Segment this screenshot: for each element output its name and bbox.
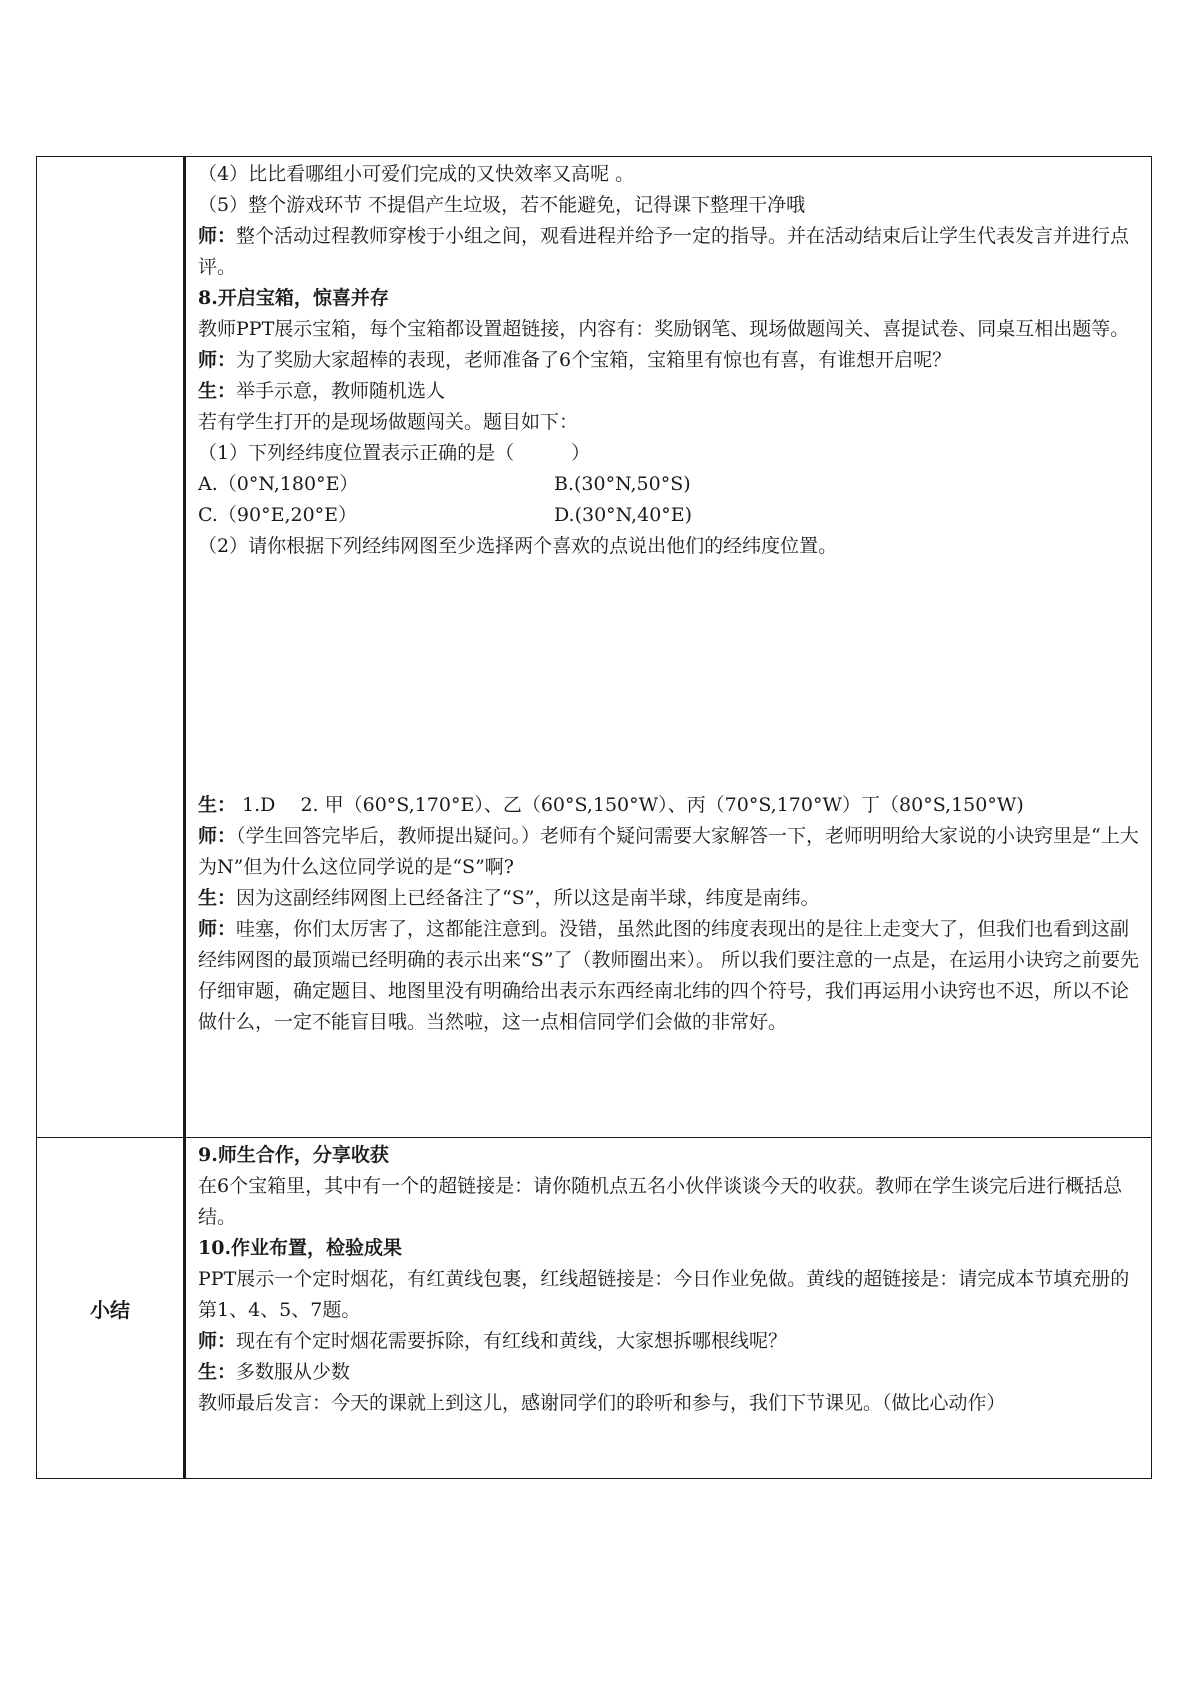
teacher-paragraph xyxy=(198,1326,1143,1357)
speech-text: 整个活动过程教师穿梭于小组之间，观看进程并给予一定的指导。并在活动结束后让学生代表发言并进行点评。 xyxy=(198,225,1130,278)
student-paragraph xyxy=(198,790,1143,821)
speaker-label: 师： xyxy=(198,349,237,371)
teacher-paragraph xyxy=(198,221,1143,283)
section-heading: 8.开启宝箱，惊喜并存 xyxy=(198,287,389,309)
section-heading: 10.作业布置，检验成果 xyxy=(198,1237,403,1259)
row-label: 小结 xyxy=(90,1297,130,1322)
speaker-label: 师： xyxy=(198,1330,237,1352)
speech-text: 现在有个定时烟花需要拆除，有红线和黄线，大家想拆哪根线呢？ xyxy=(236,1330,788,1352)
row-label-cell xyxy=(37,1138,185,1479)
options-row xyxy=(198,500,1143,531)
table-row xyxy=(37,157,1152,1138)
option-d: D.(30°N,40°E) xyxy=(554,504,693,526)
teacher-paragraph xyxy=(198,821,1143,883)
speaker-label: 生： xyxy=(198,1361,237,1383)
speaker-label: 师： xyxy=(198,225,237,247)
paragraph: 教师最后发言：今天的课就上到这儿，感谢同学们的聆听和参与，我们下节课见。（做比心动作） xyxy=(198,1392,1006,1414)
row-label-cell xyxy=(37,157,185,1138)
step-line: （5）整个游戏环节 不提倡产生垃圾，若不能避免，记得课下整理干净哦 xyxy=(198,194,806,216)
speech-text: 因为这副经纬网图上已经备注了“S”，所以这是南半球，纬度是南纬。 xyxy=(236,887,820,909)
option-c: C.（90°E,20°E） xyxy=(198,504,358,526)
table-row xyxy=(37,1138,1152,1479)
option-a: A.（0°N,180°E） xyxy=(198,473,359,495)
option-b: B.(30°N,50°S) xyxy=(554,473,691,495)
options-row xyxy=(198,469,1143,500)
teacher-paragraph xyxy=(198,914,1143,1038)
speech-text: 1.D 2. 甲（60°S,170°E）、乙（60°S,150°W）、丙（70°S,170°W）丁（80°S,150°W) xyxy=(236,794,1024,816)
content-cell xyxy=(185,1138,1152,1479)
lesson-plan-table xyxy=(36,156,1152,1479)
section-heading: 9.师生合作，分享收获 xyxy=(198,1144,389,1166)
question: （1）下列经纬度位置表示正确的是（ ） xyxy=(198,442,591,464)
content-cell xyxy=(185,157,1152,1138)
paragraph: 教师PPT展示宝箱，每个宝箱都设置超链接，内容有：奖励钢笔、现场做题闯关、喜提试卷、同桌互相出题等。 xyxy=(198,318,1130,340)
paragraph: 若有学生打开的是现场做题闯关。题目如下： xyxy=(198,411,579,433)
student-paragraph xyxy=(198,883,1143,914)
paragraph: PPT展示一个定时烟花，有红黄线包裹，红线超链接是：今日作业免做。黄线的超链接是：请完成本节填充册的第1、4、5、7题。 xyxy=(198,1268,1130,1321)
student-paragraph xyxy=(198,1357,1143,1388)
student-paragraph xyxy=(198,376,1143,407)
speaker-label: 生： xyxy=(198,794,237,816)
speech-text: 举手示意，教师随机选人 xyxy=(236,380,446,402)
question: （2）请你根据下列经纬网图至少选择两个喜欢的点说出他们的经纬度位置。 xyxy=(198,535,838,557)
speaker-label: 师： xyxy=(198,918,237,940)
speaker-label: 生： xyxy=(198,887,237,909)
paragraph: 在6个宝箱里，其中有一个的超链接是：请你随机点五名小伙伴谈谈今天的收获。教师在学生谈完后进行概括总结。 xyxy=(198,1175,1123,1228)
speaker-label: 师： xyxy=(198,825,237,847)
row-label xyxy=(37,157,183,1137)
speech-text: 多数服从少数 xyxy=(236,1361,351,1383)
step-line: （4）比比看哪组小可爱们完成的又快效率又高呢 。 xyxy=(198,163,635,185)
speaker-label: 生： xyxy=(198,380,237,402)
speech-text: （学生回答完毕后，教师提出疑问。）老师有个疑问需要大家解答一下，老师明明给大家说的小诀窍里是“上大为N”但为什么这位同学说的是“S”啊? xyxy=(198,825,1139,878)
teacher-paragraph xyxy=(198,345,1143,376)
graticule-map-placeholder xyxy=(198,562,1143,790)
speech-text: 哇塞，你们太厉害了，这都能注意到。没错，虽然此图的纬度表现出的是往上走变大了，但我们也看到这副经纬网图的最顶端已经明确的表示出来“S”了（教师圈出来）。 所以我们要注意的一点是，在运用小诀窍之前要先仔细审题，确定题目、地图里没有明确给出表示东西经南北纬的四个符号，我们再运用小诀窍也不迟，所以不论做什么，一定不能盲目哦。当然啦，这一点相信同学们会做的非常好。 xyxy=(198,918,1139,1033)
speech-text: 为了奖励大家超棒的表现，老师准备了6个宝箱，宝箱里有惊也有喜，有谁想开启呢？ xyxy=(236,349,952,371)
